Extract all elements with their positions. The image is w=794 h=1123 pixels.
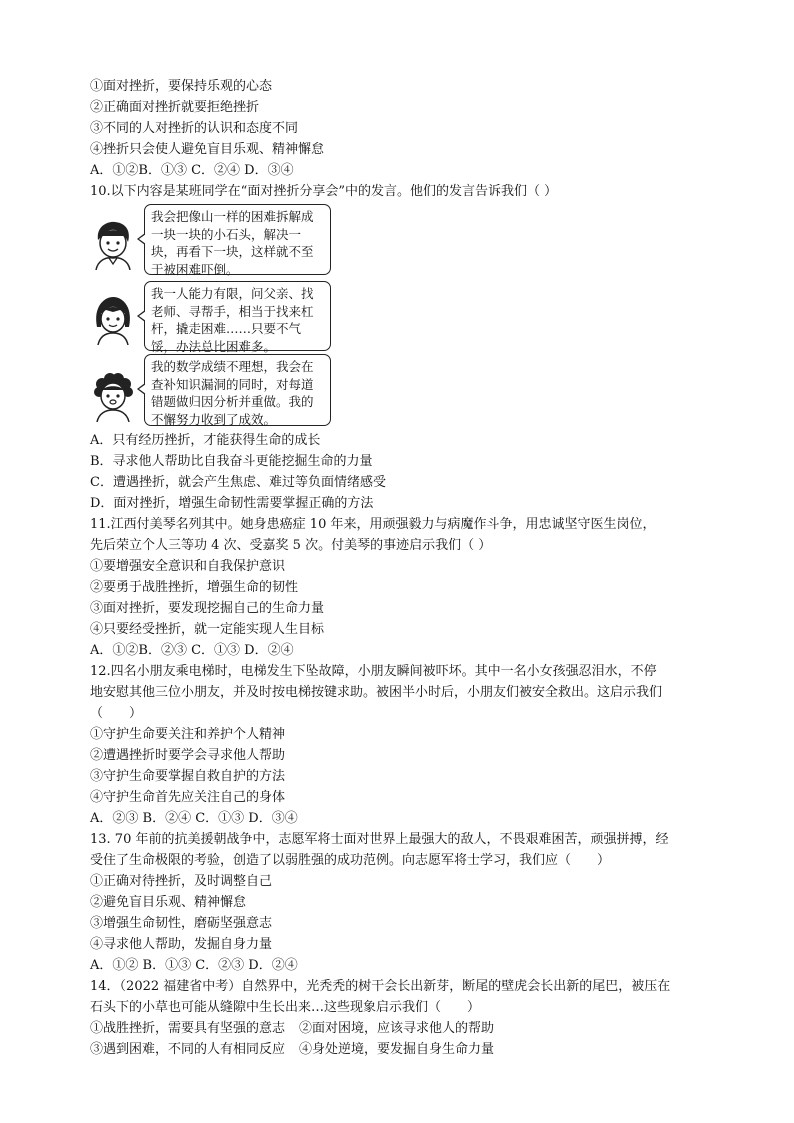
statement-row: [90, 1041, 494, 1059]
statement-item: ④寻求他人帮助，发掘自身力量: [90, 937, 273, 952]
speech-row-2: [90, 281, 350, 354]
question-12-stem: 12.四名小朋友乘电梯时，电梯发生下坠故障，小朋友瞬间被吓坏。其中一名小女孩强忍泪水，不停: [90, 664, 657, 679]
speech-bubble-2: 我一人能力有限，问父亲、找老师、寻帮手，相当于找来杠杆，撬走困难……只要不气馁，办法总比困难多。: [144, 281, 331, 351]
statement-item: ④只要经受挫折，就一定能实现人生目标: [90, 622, 325, 637]
question-13-stem-cont: 受住了生命极限的考验，创造了以弱胜强的成功范例。向志愿军将士学习，我们应（ ）: [90, 853, 611, 868]
option-b: B．寻求他人帮助比自我奋斗更能挖掘生命的力量: [90, 454, 373, 469]
girl-avatar-icon: [90, 293, 136, 345]
statement-item: ③遇到困难，不同的人有相同反应: [90, 1042, 286, 1057]
boy-avatar-icon: [90, 218, 136, 270]
speech-row-1: [90, 204, 350, 278]
option-a: A．只有经历挫折，才能获得生命的成长: [90, 433, 321, 448]
answer-blank: （ ）: [90, 706, 143, 721]
statement-item: ④身处逆境，要发掘自身生命力量: [299, 1042, 495, 1057]
question-14-stem: 14．（2022 福建省中考）自然界中，光秃秃的树干会长出新芽，断尾的壁虎会长出新的尾巴，被压在: [90, 979, 671, 994]
option-line: ③不同的人对挫折的认识和态度不同: [90, 121, 299, 136]
statement-item: ④守护生命首先应关注自己的身体: [90, 790, 286, 805]
statement-row: [90, 1020, 494, 1038]
question-10-stem: 10.以下内容是某班同学在“面对挫折分享会”中的发言。他们的发言告诉我们（ ）: [90, 184, 558, 199]
option-c: C．遭遇挫折，就会产生焦虑、难过等负面情绪感受: [90, 475, 386, 490]
statement-item: ②遭遇挫折时要学会寻求他人帮助: [90, 748, 286, 763]
question-14-stem-cont: 石头下的小草也可能从缝隙中生长出来…这些现象启示我们（ ）: [90, 1000, 481, 1015]
statement-item: ①守护生命要关注和养护个人精神: [90, 727, 286, 742]
speech-row-3: [90, 354, 350, 426]
statement-item: ①要增强安全意识和自我保护意识: [90, 559, 286, 574]
question-11-stem-cont: 先后荣立个人三等功 4 次、受嘉奖 5 次。付美琴的事迹启示我们（ ）: [90, 538, 492, 553]
speech-bubble-3: 我的数学成绩不理想，我会在查补知识漏洞的同时，对每道错题做归因分析并重做。我的不懈努力收到了成效。: [144, 354, 331, 426]
question-13-stem: 13. 70 年前的抗美援朝战争中，志愿军将士面对世界上最强大的敌人，不畏艰难困苦，顽强拼搏，经: [90, 832, 669, 847]
answer-choices: A．②③ B．②④ C．①③ D．③④: [90, 811, 298, 826]
option-d: D．面对挫折，增强生命韧性需要掌握正确的方法: [90, 496, 374, 511]
answer-choices: A．①② B．①③ C．②③ D．②④: [90, 958, 298, 973]
statement-item: ②避免盲目乐观、精神懈怠: [90, 895, 247, 910]
statement-item: ③增强生命韧性，磨砺坚强意志: [90, 916, 273, 931]
option-line: ②正确面对挫折就要拒绝挫折: [90, 100, 260, 115]
speech-bubble-1: 我会把像山一样的困难拆解成一块一块的小石头，解决一块，再看下一块，这样就不至于被困难吓倒。: [144, 204, 331, 275]
answer-choices: A．①②B．①③ C．②④ D．③④: [90, 163, 294, 178]
statement-item: ①战胜挫折，需要具有坚强的意志: [90, 1021, 286, 1036]
option-line: ①面对挫折，要保持乐观的心态: [90, 79, 273, 94]
question-11-stem: 11.江西付美琴名列其中。她身患癌症 10 年来，用顽强毅力与病魔作斗争，用忠诚坚守医生岗位，: [90, 517, 656, 532]
statement-item: ③面对挫折，要发现挖掘自己的生命力量: [90, 601, 325, 616]
statement-item: ③守护生命要掌握自救自护的方法: [90, 769, 286, 784]
statement-item: ②要勇于战胜挫折，增强生命的韧性: [90, 580, 299, 595]
question-12-stem-cont: 地安慰其他三位小朋友，并及时按电梯按键求助。被困半小时后，小朋友们被安全救出。这启示我们: [90, 685, 663, 700]
curly-hair-boy-avatar-icon: [90, 370, 136, 422]
answer-choices: A．①②B．②③ C．①③ D．②④: [90, 643, 294, 658]
statement-item: ①正确对待挫折，及时调整自己: [90, 874, 273, 889]
statement-item: ②面对困境，应该寻求他人的帮助: [299, 1021, 495, 1036]
option-line: ④挫折只会使人避免盲目乐观、精神懈怠: [90, 142, 325, 157]
